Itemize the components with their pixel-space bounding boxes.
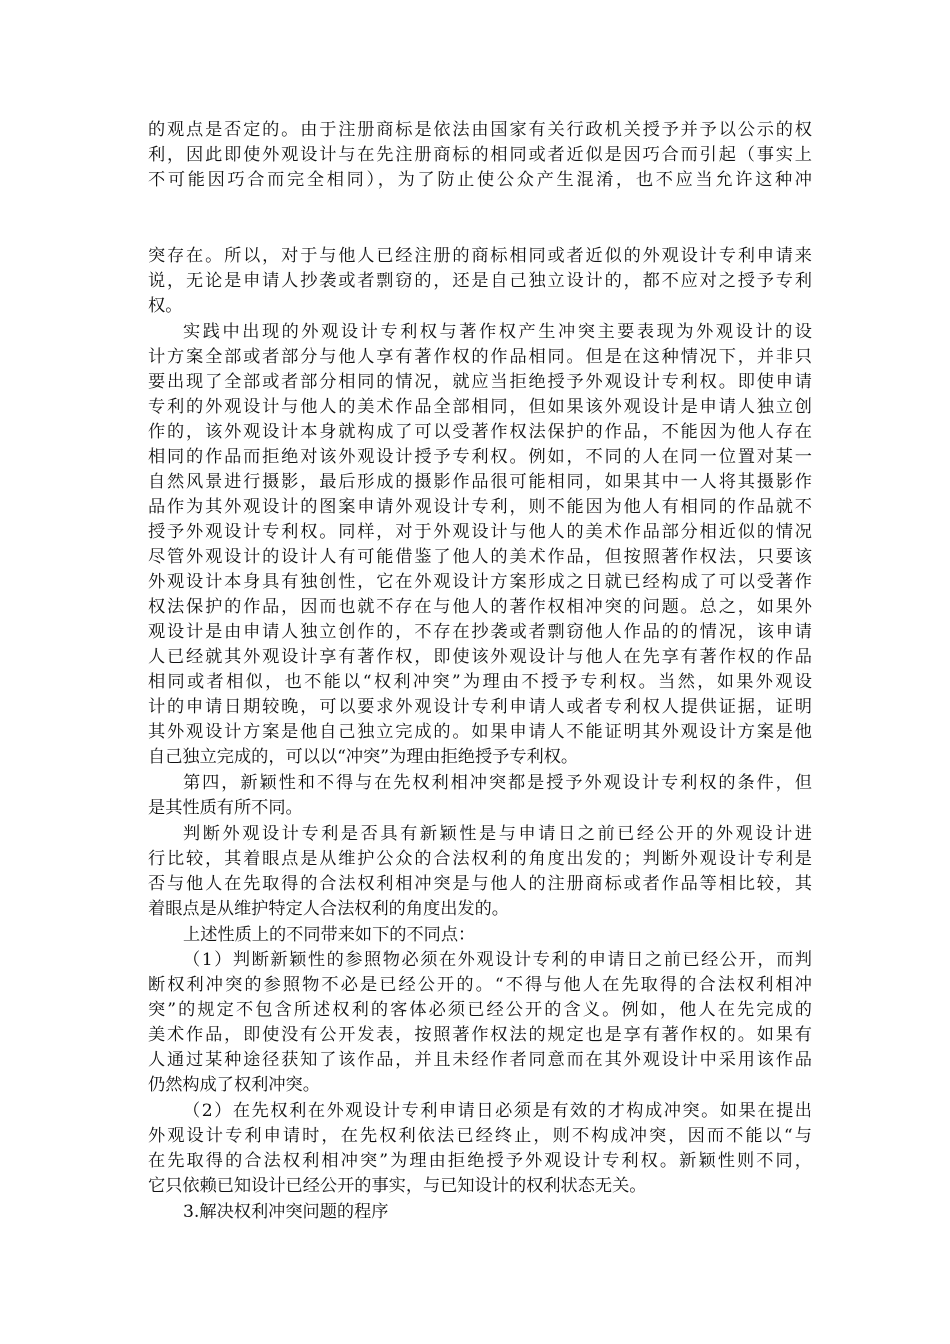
text-line: 是其性质有所不同。 — [148, 798, 303, 818]
text-line: 授予外观设计专利权。同样，对于外观设计与他人的美术作品部分相近似的情况 — [148, 522, 812, 542]
text-line: 外观设计专利申请时，在先权利依法已经终止，则不构成冲突，因而不能以“与 — [148, 1126, 812, 1146]
text-line: 美术作品，即使没有公开发表，按照著作权法的规定也是享有著作权的。如果有 — [148, 1025, 812, 1045]
text-line: 要出现了全部或者部分相同的情况，就应当拒绝授予外观设计专利权。即使申请 — [148, 372, 812, 392]
text-line: 仍然构成了权利冲突。 — [148, 1075, 320, 1095]
text-line: 相同的作品而拒绝对该外观设计授予专利权。例如，不同的人在同一位置对某一 — [148, 447, 812, 467]
text-line: 自然风景进行摄影，最后形成的摄影作品很可能相同，如果其中一人将其摄影作 — [148, 472, 812, 492]
text-line: 利，因此即使外观设计与在先注册商标的相同或者近似是因巧合而引起（事实上 — [148, 145, 812, 165]
text-line: 权法保护的作品，因而也就不存在与他人的著作权相冲突的问题。总之，如果外 — [148, 597, 812, 617]
text-line: 权。 — [148, 296, 183, 316]
paragraph-first-line: （1）判断新颖性的参照物必须在外观设计专利的申请日之前已经公开，而判 — [183, 950, 812, 970]
text-line: 尽管外观设计的设计人有可能借鉴了他人的美术作品，但按照著作权法，只要该 — [148, 547, 812, 567]
text-line: 品作为其外观设计的图案申请外观设计专利，则不能因为他人有相同的作品就不 — [148, 497, 812, 517]
text-line: 计的申请日期较晚，可以要求外观设计专利申请人或者专利权人提供证据，证明 — [148, 697, 812, 717]
text-line: 专利的外观设计与他人的美术作品全部相同，但如果该外观设计是申请人独立创 — [148, 397, 812, 417]
text-line: 在先取得的合法权利相冲突”为理由拒绝授予外观设计专利权。新颖性则不同， — [148, 1151, 812, 1171]
paragraph-first-line: 第四，新颖性和不得与在先权利相冲突都是授予外观设计专利权的条件，但 — [183, 773, 812, 793]
text-line: 说，无论是申请人抄袭或者剽窃的，还是自己独立设计的，都不应对之授予专利 — [148, 271, 812, 291]
text-line: 人已经就其外观设计享有著作权，即使该外观设计与他人在先享有著作权的作品 — [148, 647, 812, 667]
text-line: 自己独立完成的，可以以“冲突”为理由拒绝授予专利权。 — [148, 747, 579, 767]
text-line: 否与他人在先取得的合法权利相冲突是与他人的注册商标或者作品等相比较，其 — [148, 874, 812, 894]
text-line: 相同或者相似，也不能以“权利冲突”为理由不授予专利权。当然，如果外观设 — [148, 672, 812, 692]
text-line: 外观设计本身具有独创性，它在外观设计方案形成之日就已经构成了可以受著作 — [148, 572, 812, 592]
text-line: 观设计是由申请人独立创作的，不存在抄袭或者剽窃他人作品的的情况，该申请 — [148, 622, 812, 642]
text-line: 它只依赖已知设计已经公开的事实，与已知设计的权利状态无关。 — [148, 1176, 647, 1196]
text-line: 突”的规定不包含所述权利的客体必须已经公开的含义。例如，他人在先完成的 — [148, 1000, 812, 1020]
section-heading: 3.解决权利冲突问题的程序 — [183, 1202, 389, 1222]
text-line: 其外观设计方案是他自己独立完成的。如果申请人不能证明其外观设计方案是他 — [148, 722, 812, 742]
text-line: 不可能因巧合而完全相同），为了防止使公众产生混淆，也不应当允许这种冲 — [148, 170, 812, 190]
text-line: 断权利冲突的参照物不必是已经公开的。“不得与他人在先取得的合法权利相冲 — [148, 975, 812, 995]
text-line: 人通过某种途径获知了该作品，并且未经作者同意而在其外观设计中采用该作品 — [148, 1050, 812, 1070]
text-line: 着眼点是从维护特定人合法权利的角度出发的。 — [148, 899, 509, 919]
text-line: 作的，该外观设计本身就构成了可以受著作权法保护的作品，不能因为他人存在 — [148, 422, 812, 442]
paragraph-first-line: （2）在先权利在外观设计专利申请日必须是有效的才构成冲突。如果在提出 — [183, 1101, 812, 1121]
paragraph-first-line: 实践中出现的外观设计专利权与著作权产生冲突主要表现为外观设计的设 — [183, 322, 812, 342]
text-line: 计方案全部或者部分与他人享有著作权的作品相同。但是在这种情况下，并非只 — [148, 347, 812, 367]
text-line: 突存在。所以，对于与他人已经注册的商标相同或者近似的外观设计专利申请来 — [148, 246, 812, 266]
paragraph-first-line: 上述性质上的不同带来如下的不同点： — [183, 925, 476, 945]
paragraph-first-line: 判断外观设计专利是否具有新颖性是与申请日之前已经公开的外观设计进 — [183, 824, 812, 844]
text-line: 行比较，其着眼点是从维护公众的合法权利的角度出发的；判断外观设计专利是 — [148, 849, 812, 869]
text-line: 的观点是否定的。由于注册商标是依法由国家有关行政机关授予并予以公示的权 — [148, 120, 812, 140]
